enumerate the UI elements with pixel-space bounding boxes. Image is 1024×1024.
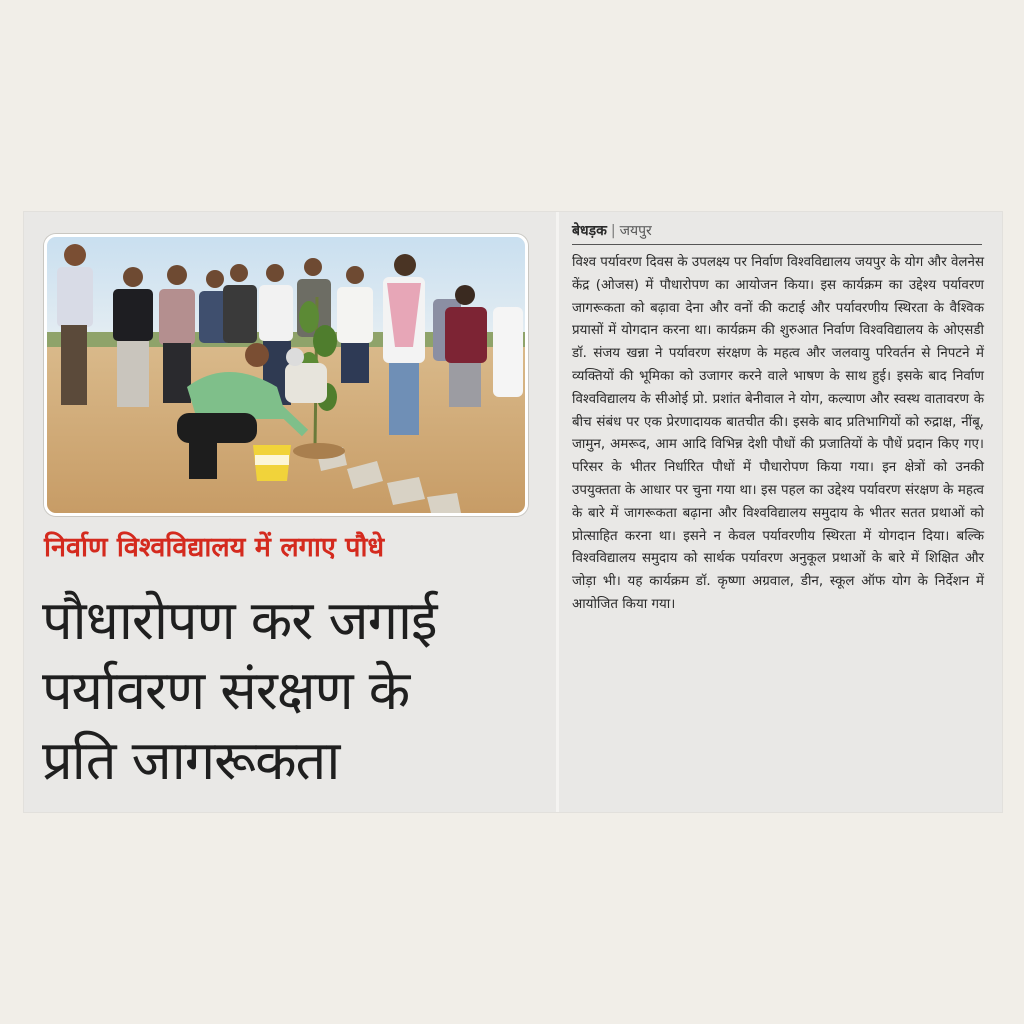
byline-city: जयपुर — [619, 223, 652, 239]
byline-separator: | — [610, 223, 616, 239]
bucket — [253, 445, 291, 481]
byline-source: बेधड़क — [572, 223, 607, 239]
article-body: विश्व पर्यावरण दिवस के उपलक्ष्य पर निर्वाण विश्वविद्यालय जयपुर के योग और वेलनेस केंद्र (ओजस) में पौधारोपण का आयोजन किया। इस कार्यक्रम का उद्देश्य पर्यावरण जागरूकता को बढ़ावा देना और वनों की कटाई और पर्यावरणीय स्थिरता के वैश्विक प्रयासों में योगदान करना था। कार्यक्रम की शुरुआत निर्वाण विश्वविद्यालय के ओएसडी डॉ. संजय खन्ना ने पर्यावरण संरक्षण के महत्व और जलवायु परिवर्तन से निपटने में व्यक्तियों की भूमिका को उजागर करने वाले भाषण के साथ हुई। इसके बाद निर्वाण विश्वविद्यालय के सीओई प्रो. प्रशांत बेनीवाल ने योग, कल्याण और स्वस्थ वातावरण के बीच संबंध पर एक प्रेरणादायक बातचीत की। इसके बाद प्रतिभागियों को रुद्राक्ष, नींबू, जामुन, अमरूद, आम आदि विभिन्न देशी पौधों की प्रजातियों के पौधें प्रदान किए गए। परिसर के भीतर निर्धारित पौधों में पौधारोपण किया गया। इन क्षेत्रों को उनकी उपयुक्तता के आधार पर चुना गया था। इस पहल का उद्देश्य पर्यावरण संरक्षण के महत्व के बारे में जागरूकता बढ़ाना और विश्वविद्यालय समुदाय के भीतर सतत प्रथाओं को प्रोत्साहित करना था। इसने न केवल पर्यावरणीय स्थिरता में योगदान दिया। बल्कि विश्वविद्यालय समुदाय को सार्थक पर्यावरण अनुकूल प्रथाओं के बारे में शिक्षित और जोड़ा भी। यह कार्यक्रम डॉ. कृष्णा अग्रवाल, डीन, स्कूल ऑफ योग के निर्देशन में आयोजित किया गया। — [572, 255, 984, 612]
column-divider — [556, 212, 559, 812]
byline — [572, 220, 982, 245]
headline-line-2: पर्यावरण संरक्षण के — [42, 659, 410, 722]
subheadline: निर्वाण विश्वविद्यालय में लगाए पौधे — [44, 532, 385, 563]
soil-mound — [293, 443, 345, 459]
headline-line-1: पौधारोपण कर जगाई — [42, 589, 437, 652]
photo-illustration — [47, 237, 525, 513]
headline — [42, 586, 552, 796]
tree-planting-photo — [44, 234, 528, 516]
headline-line-3: प्रति जागरूकता — [42, 729, 340, 792]
newspaper-clipping — [24, 212, 1002, 812]
